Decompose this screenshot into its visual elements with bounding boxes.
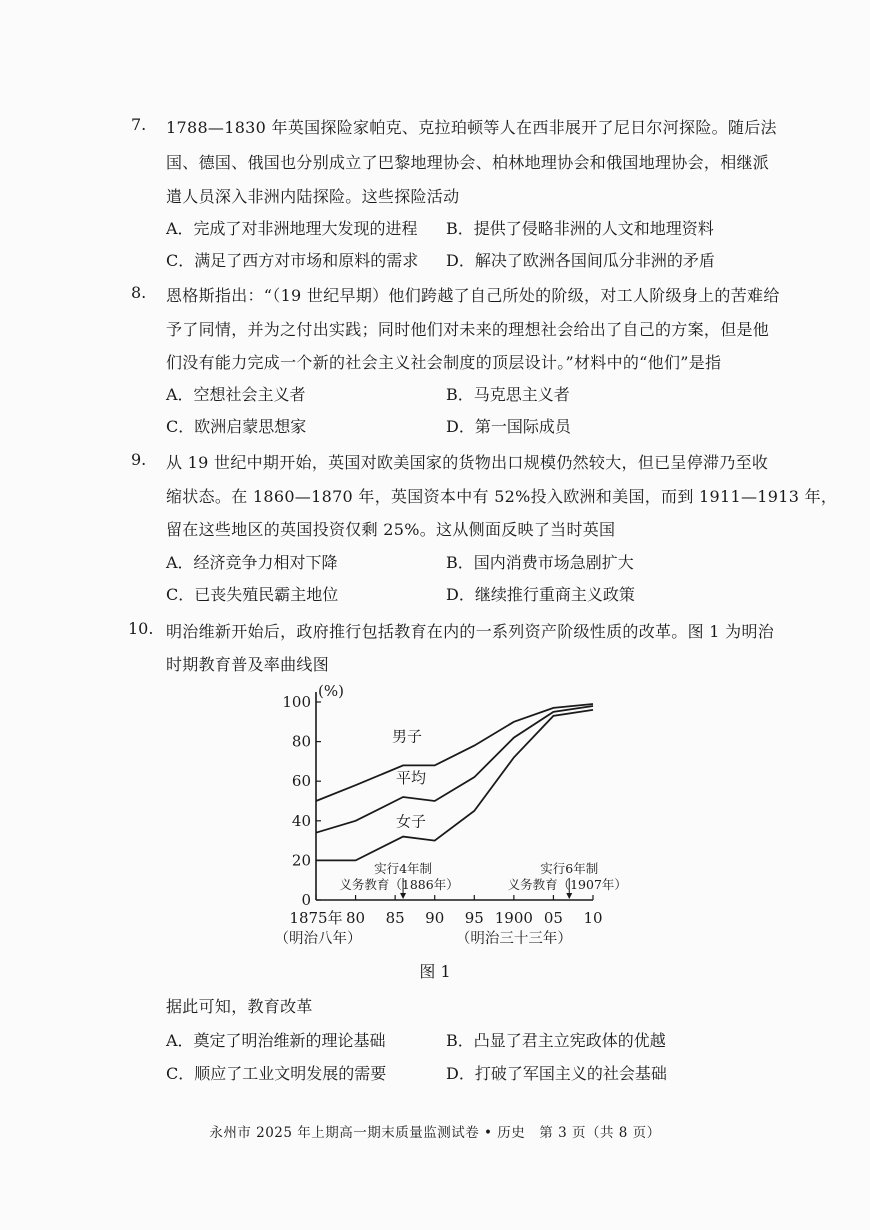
x-sublabel: （明治八年）	[274, 931, 362, 947]
option-d: D．第一国际成员	[446, 417, 571, 436]
series-label: 平均	[395, 769, 426, 788]
y-axis-label: (%)	[318, 682, 344, 700]
question-text-line: 从 19 世纪中期开始，英国对欧美国家的货物出口规模仍然较大，但已呈停滞乃至收	[166, 453, 769, 472]
question-text-line: 1788—1830 年英国探险家帕克、克拉珀顿等人在西非展开了尼日尔河探险。随后法	[166, 118, 777, 137]
question-text-line: 遣人员深入非洲内陆探险。这些探险活动	[166, 187, 460, 206]
page-footer: 永州市 2025 年上期高一期末质量监测试卷 • 历史 第 3 页（共 8 页）	[209, 1125, 661, 1141]
annotation-text: 实行6年制	[540, 861, 599, 876]
question-number: 7.	[131, 115, 147, 134]
annotation-text: 义务教育（1907年）	[507, 877, 627, 892]
option-c: C．满足了西方对市场和原料的需求	[166, 251, 419, 270]
y-tick-label: 0	[301, 891, 311, 909]
x-sublabel: （明治三十三年）	[455, 931, 572, 947]
annotation-arrowhead	[566, 893, 572, 899]
question-text-line: 据此可知，教育改革	[166, 997, 313, 1016]
question-number: 9.	[131, 450, 147, 469]
question-text-line: 时期教育普及率曲线图	[166, 655, 330, 674]
question-text-line: 恩格斯指出：“（19 世纪早期）他们跨越了自己所处的阶级，对工人阶级身上的苦难给	[166, 286, 780, 305]
question-text-line: 予了同情，并为之付出实践；同时他们对未来的理想社会给出了自己的方案，但是他	[166, 320, 770, 339]
option-b: B．马克思主义者	[446, 385, 570, 404]
option-a: A．经济竞争力相对下降	[166, 553, 338, 572]
series-line	[316, 706, 593, 833]
question-number: 8.	[131, 283, 147, 302]
option-b: B．提供了侵略非洲的人文和地理资料	[446, 219, 714, 238]
series-label: 女子	[395, 812, 426, 831]
question-text-line: 们没有能力完成一个新的社会主义社会制度的顶层设计。”材料中的“他们”是指	[166, 353, 722, 372]
x-tick-label: 10	[583, 909, 603, 927]
question-text-line: 国、德国、俄国也分别成立了巴黎地理协会、柏林地理协会和俄国地理协会，相继派	[166, 153, 770, 172]
option-d: D．继续推行重商主义政策	[446, 585, 635, 604]
option-c: C．顺应了工业文明发展的需要	[166, 1064, 387, 1083]
education-rate-chart	[270, 678, 630, 958]
annotation-text: 义务教育（1886年）	[339, 877, 459, 892]
option-c: C．欧洲启蒙思想家	[166, 417, 307, 436]
y-tick-label: 80	[291, 732, 311, 751]
x-tick-label: 95	[464, 909, 484, 927]
option-d: D．解决了欧洲各国间瓜分非洲的矛盾	[446, 251, 715, 270]
x-tick-label: 05	[543, 909, 563, 927]
option-b: B．凸显了君主立宪政体的优越	[446, 1031, 666, 1050]
question-text-line: 明治维新开始后，政府推行包括教育在内的一系列资产阶级性质的改革。图 1 为明治	[166, 622, 775, 641]
annotation-text: 实行4年制	[374, 861, 433, 876]
option-c: C．已丧失殖民霸主地位	[166, 585, 339, 604]
annotation-arrowhead	[400, 893, 406, 899]
y-tick-label: 20	[291, 851, 311, 870]
option-a: A．完成了对非洲地理大发现的进程	[166, 219, 418, 238]
option-d: D．打破了军国主义的社会基础	[446, 1064, 667, 1083]
x-tick-label: 1900	[494, 909, 533, 927]
option-b: B．国内消费市场急剧扩大	[446, 553, 634, 572]
y-tick-label: 40	[291, 811, 311, 830]
x-tick-label: 90	[425, 909, 445, 927]
series-label: 男子	[392, 727, 423, 746]
x-tick-label: 80	[346, 909, 366, 927]
x-tick-label: 1875年	[289, 909, 343, 927]
option-a: A．空想社会主义者	[166, 385, 306, 404]
question-text-line: 留在这些地区的英国投资仅剩 25%。这从侧面反映了当时英国	[166, 520, 616, 539]
question-number: 10.	[128, 619, 154, 638]
question-text-line: 缩状态。在 1860—1870 年，英国资本中有 52%投入欧洲和美国，而到 1911—1913 年，	[166, 487, 838, 506]
option-a: A．奠定了明治维新的理论基础	[166, 1031, 386, 1050]
y-tick-label: 100	[282, 693, 311, 711]
x-tick-label: 85	[385, 909, 405, 927]
figure-caption: 图 1	[419, 962, 451, 981]
y-tick-label: 60	[291, 772, 311, 791]
